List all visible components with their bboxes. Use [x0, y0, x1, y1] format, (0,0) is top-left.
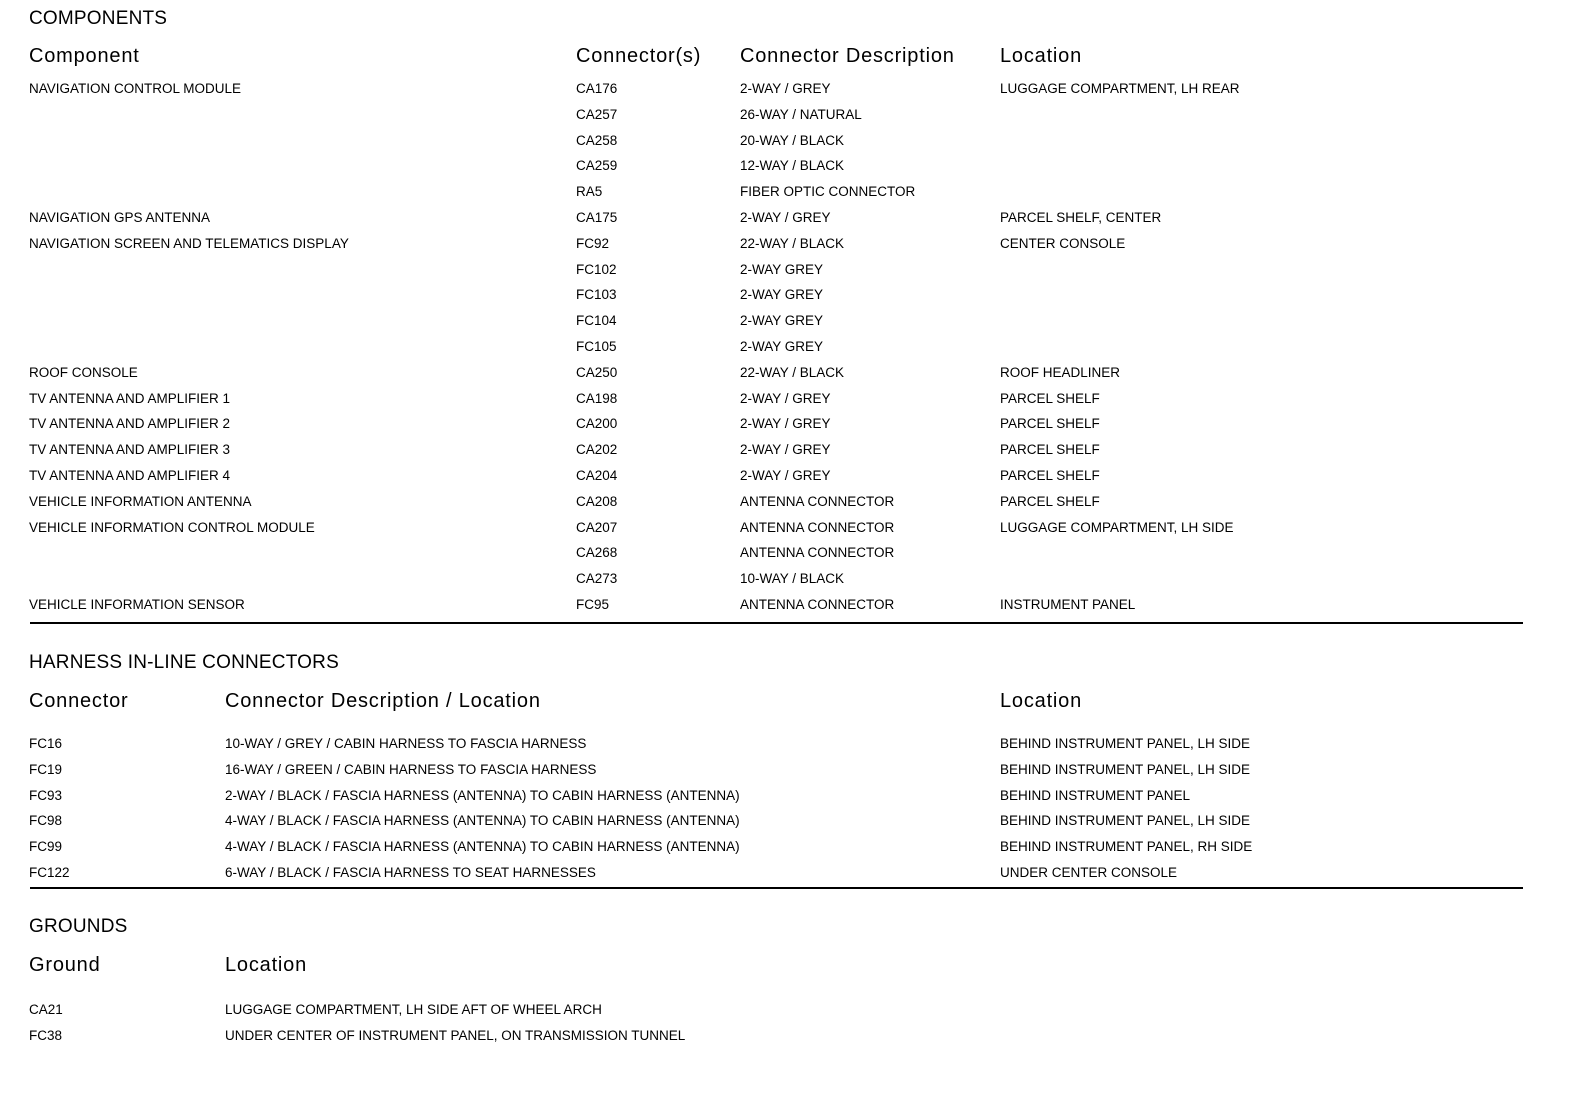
components-cell-description: 2-WAY / GREY [740, 81, 831, 96]
harness-cell-connector: FC16 [29, 736, 63, 751]
components-cell-location: CENTER CONSOLE [1000, 235, 1126, 251]
components-cell-connector: CA259 [576, 158, 618, 174]
components-cell-location: PARCEL SHELF [1000, 493, 1100, 509]
harness-cell-description: 4-WAY / BLACK / FASCIA HARNESS (ANTENNA) TO CABIN HARNESS (ANTENNA) [225, 839, 740, 855]
grounds-header-ground: Ground [29, 954, 101, 976]
components-cell-description: ANTENNA CONNECTOR [740, 493, 895, 509]
components-cell-description: 26-WAY / NATURAL [740, 106, 862, 122]
harness-cell-connector: FC122 [29, 865, 70, 880]
components-cell-description: ANTENNA CONNECTOR [740, 597, 895, 612]
components-cell-connector: CA176 [576, 81, 618, 96]
components-cell-description: FIBER OPTIC CONNECTOR [740, 184, 916, 200]
grounds-cell-location: LUGGAGE COMPARTMENT, LH SIDE AFT OF WHEEL ARCH [225, 1002, 602, 1017]
components-cell-connector: CA198 [576, 390, 618, 406]
components-cell-connector: CA250 [576, 364, 618, 380]
components-cell-component: TV ANTENNA AND AMPLIFIER 2 [29, 416, 231, 432]
harness-cell-connector: FC98 [29, 813, 63, 829]
components-cell-location: PARCEL SHELF, CENTER [1000, 210, 1162, 225]
components-cell-description: 2-WAY / GREY [740, 390, 831, 406]
components-cell-connector: RA5 [576, 184, 603, 200]
components-cell-connector: CA273 [576, 571, 618, 587]
components-cell-location: ROOF HEADLINER [1000, 364, 1121, 380]
section-divider [30, 622, 1523, 624]
harness-header-description: Connector Description / Location [225, 690, 541, 712]
components-cell-description: 2-WAY / GREY [740, 210, 831, 225]
components-cell-component: TV ANTENNA AND AMPLIFIER 1 [29, 390, 231, 406]
components-cell-component: TV ANTENNA AND AMPLIFIER 4 [29, 468, 231, 483]
components-header-location: Location [1000, 45, 1083, 67]
components-cell-location: PARCEL SHELF [1000, 468, 1100, 483]
components-cell-component: NAVIGATION CONTROL MODULE [29, 81, 242, 96]
harness-cell-location: BEHIND INSTRUMENT PANEL, LH SIDE [1000, 813, 1251, 829]
components-cell-component: NAVIGATION SCREEN AND TELEMATICS DISPLAY [29, 235, 349, 251]
harness-header-location: Location [1000, 690, 1083, 712]
components-cell-location: PARCEL SHELF [1000, 442, 1100, 458]
harness-cell-location: UNDER CENTER CONSOLE [1000, 865, 1178, 880]
harness-title: HARNESS IN-LINE CONNECTORS [29, 652, 339, 673]
components-header-description: Connector Description [740, 45, 955, 67]
components-cell-location: LUGGAGE COMPARTMENT, LH SIDE [1000, 519, 1234, 535]
components-cell-location: LUGGAGE COMPARTMENT, LH REAR [1000, 81, 1240, 96]
components-header-connectors: Connector(s) [576, 45, 702, 67]
harness-cell-location: BEHIND INSTRUMENT PANEL, LH SIDE [1000, 761, 1251, 777]
components-cell-connector: CA207 [576, 519, 618, 535]
components-cell-connector: CA208 [576, 493, 618, 509]
harness-cell-connector: FC19 [29, 761, 63, 777]
components-cell-connector: CA202 [576, 442, 618, 458]
components-cell-description: 10-WAY / BLACK [740, 571, 845, 587]
grounds-title: GROUNDS [29, 916, 128, 937]
components-cell-description: 2-WAY / GREY [740, 416, 831, 432]
harness-cell-location: BEHIND INSTRUMENT PANEL, LH SIDE [1000, 736, 1251, 751]
components-cell-location: INSTRUMENT PANEL [1000, 597, 1136, 612]
components-cell-component: ROOF CONSOLE [29, 364, 138, 380]
components-cell-connector: FC103 [576, 287, 617, 303]
harness-cell-connector: FC93 [29, 787, 63, 803]
harness-cell-description: 6-WAY / BLACK / FASCIA HARNESS TO SEAT HARNESSES [225, 865, 596, 880]
components-cell-description: 2-WAY / GREY [740, 442, 831, 458]
harness-header-connector: Connector [29, 690, 129, 712]
components-cell-description: 2-WAY GREY [740, 287, 824, 303]
components-cell-component: VEHICLE INFORMATION ANTENNA [29, 493, 252, 509]
components-cell-location: PARCEL SHELF [1000, 416, 1100, 432]
components-cell-description: 2-WAY GREY [740, 261, 824, 277]
grounds-cell-ground: CA21 [29, 1002, 63, 1017]
components-cell-connector: FC104 [576, 313, 617, 329]
components-cell-connector: CA175 [576, 210, 618, 225]
components-cell-component: VEHICLE INFORMATION SENSOR [29, 597, 245, 612]
components-cell-component: NAVIGATION GPS ANTENNA [29, 210, 211, 225]
harness-cell-description: 10-WAY / GREY / CABIN HARNESS TO FASCIA HARNESS [225, 736, 587, 751]
harness-cell-description: 4-WAY / BLACK / FASCIA HARNESS (ANTENNA) TO CABIN HARNESS (ANTENNA) [225, 813, 740, 829]
components-cell-description: ANTENNA CONNECTOR [740, 545, 895, 561]
components-cell-description: 2-WAY GREY [740, 313, 824, 329]
components-cell-connector: CA200 [576, 416, 618, 432]
components-cell-description: ANTENNA CONNECTOR [740, 519, 895, 535]
components-cell-connector: FC105 [576, 339, 617, 354]
components-cell-connector: CA204 [576, 468, 618, 483]
components-cell-description: 12-WAY / BLACK [740, 158, 845, 174]
components-cell-connector: FC102 [576, 261, 617, 277]
components-cell-connector: CA258 [576, 132, 618, 148]
components-cell-description: 2-WAY GREY [740, 339, 824, 354]
components-cell-connector: FC95 [576, 597, 610, 612]
harness-cell-description: 2-WAY / BLACK / FASCIA HARNESS (ANTENNA) TO CABIN HARNESS (ANTENNA) [225, 787, 740, 803]
components-cell-connector: CA268 [576, 545, 618, 561]
components-cell-location: PARCEL SHELF [1000, 390, 1100, 406]
components-cell-description: 20-WAY / BLACK [740, 132, 845, 148]
components-cell-component: VEHICLE INFORMATION CONTROL MODULE [29, 519, 315, 535]
harness-cell-connector: FC99 [29, 839, 63, 855]
components-cell-connector: CA257 [576, 106, 618, 122]
harness-cell-location: BEHIND INSTRUMENT PANEL [1000, 787, 1191, 803]
components-title: COMPONENTS [29, 8, 168, 29]
components-cell-description: 22-WAY / BLACK [740, 235, 845, 251]
section-divider [30, 887, 1523, 889]
grounds-cell-ground: FC38 [29, 1027, 63, 1043]
components-header-component: Component [29, 45, 140, 67]
components-cell-description: 22-WAY / BLACK [740, 364, 845, 380]
components-cell-description: 2-WAY / GREY [740, 468, 831, 483]
components-cell-connector: FC92 [576, 235, 610, 251]
grounds-header-location: Location [225, 954, 308, 976]
components-cell-component: TV ANTENNA AND AMPLIFIER 3 [29, 442, 231, 458]
grounds-cell-location: UNDER CENTER OF INSTRUMENT PANEL, ON TRANSMISSION TUNNEL [225, 1027, 686, 1043]
harness-cell-description: 16-WAY / GREEN / CABIN HARNESS TO FASCIA HARNESS [225, 761, 597, 777]
harness-cell-location: BEHIND INSTRUMENT PANEL, RH SIDE [1000, 839, 1253, 855]
